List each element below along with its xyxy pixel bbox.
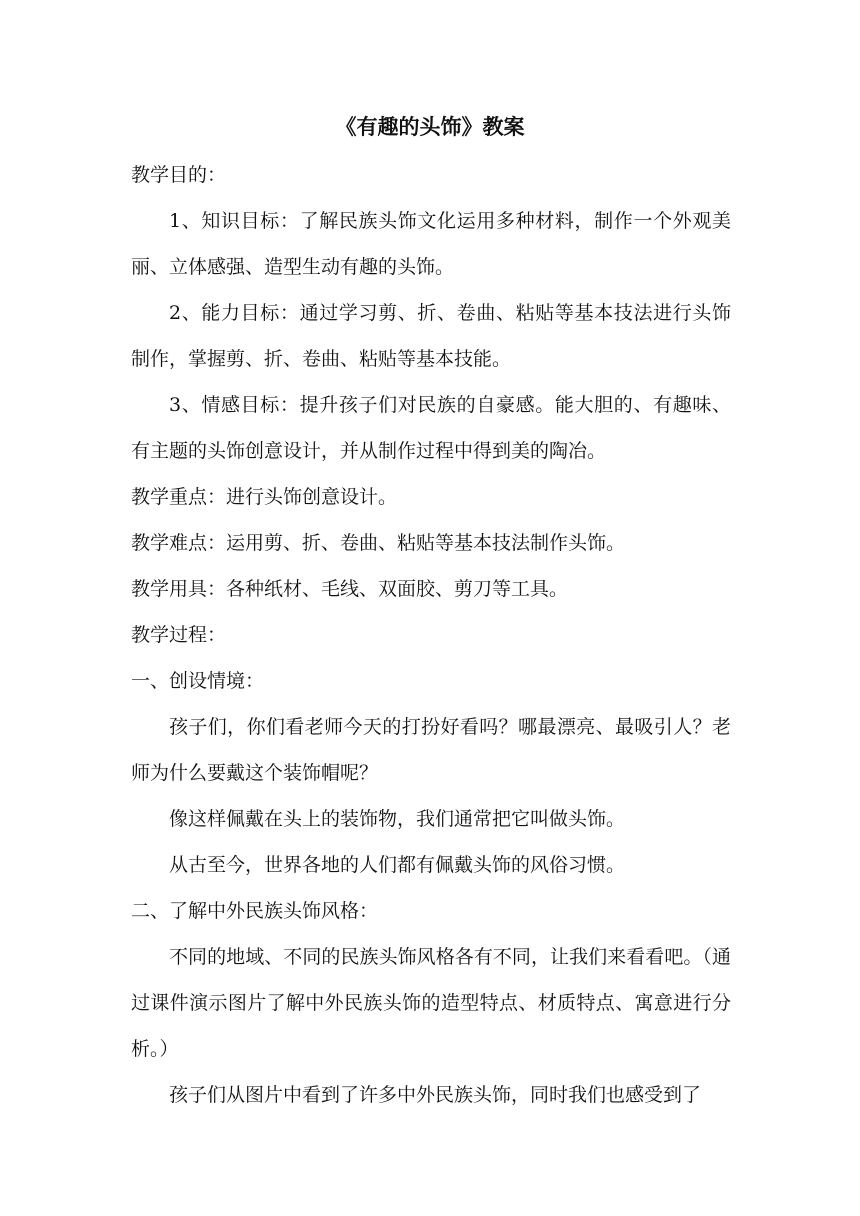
paragraph-difficult-point: 教学难点：运用剪、折、卷曲、粘贴等基本技法制作头饰。 (131, 532, 626, 554)
paragraph-ability-goal: 2、能力目标：通过学习剪、折、卷曲、粘贴等基本技法进行头饰制作，掌握剪、折、卷曲、粘贴等基本技能。 (131, 302, 731, 370)
section-heading-create-situation: 一、创设情境： (131, 670, 265, 692)
document-body (131, 152, 731, 1118)
document-title: 《有趣的头饰》教案 (335, 114, 525, 139)
paragraph-headwear-definition: 像这样佩戴在头上的装饰物，我们通常把它叫做头饰。 (169, 808, 626, 830)
paragraph-teacher-question: 孩子们，你们看老师今天的打扮好看吗？哪最漂亮、最吸引人？老师为什么要戴这个装饰帽呢？ (131, 716, 731, 784)
paragraph-teaching-purpose-heading: 教学目的： (131, 164, 227, 186)
paragraph-custom-history: 从古至今，世界各地的人们都有佩戴头饰的风俗习惯。 (169, 854, 626, 876)
paragraph-teaching-process-heading: 教学过程： (131, 624, 227, 646)
paragraph-knowledge-goal: 1、知识目标：了解民族头饰文化运用多种材料，制作一个外观美丽、立体感强、造型生动有趣的头饰。 (131, 210, 731, 278)
section-heading-understand-styles: 二、了解中外民族头饰风格： (131, 900, 379, 922)
paragraph-children-saw: 孩子们从图片中看到了许多中外民族头饰，同时我们也感受到了 (169, 1084, 702, 1106)
paragraph-emotion-goal: 3、情感目标：提升孩子们对民族的自豪感。能大胆的、有趣味、有主题的头饰创意设计，并从制作过程中得到美的陶冶。 (131, 394, 731, 462)
paragraph-different-styles: 不同的地域、不同的民族头饰风格各有不同，让我们来看看吧。（通过课件演示图片了解中外民族头饰的造型特点、材质特点、寓意进行分析。） (131, 946, 731, 1060)
paragraph-key-point: 教学重点：进行头饰创意设计。 (131, 486, 398, 508)
paragraph-teaching-tools: 教学用具：各种纸材、毛线、双面胶、剪刀等工具。 (131, 578, 569, 600)
